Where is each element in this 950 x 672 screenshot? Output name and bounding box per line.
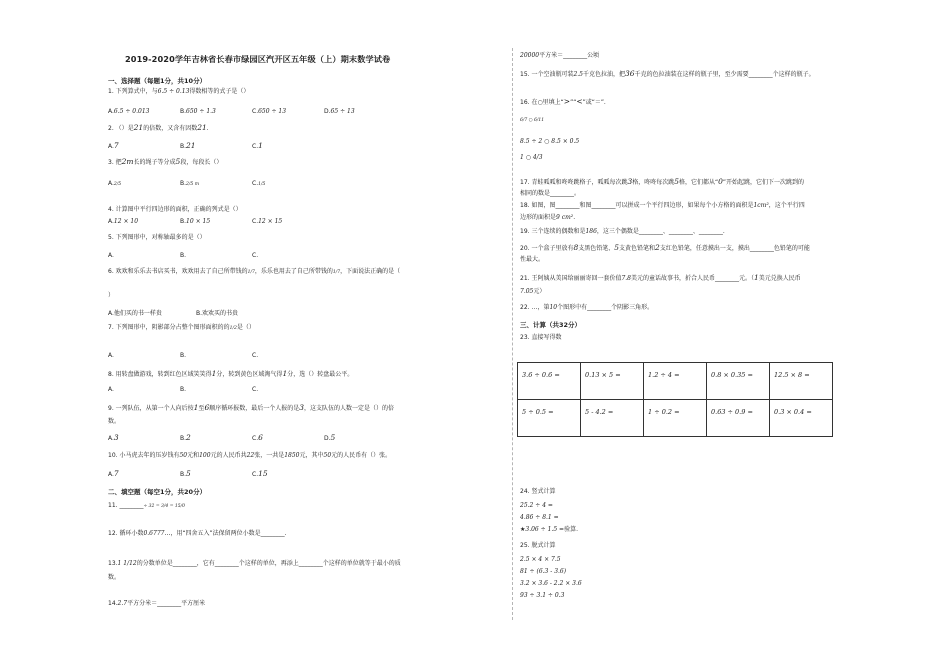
page-title: 2019-2020学年吉林省长春市绿园区汽开区五年级（上）期末数学试卷	[125, 54, 391, 64]
question-11: 11. ________÷ 32 = 3/4 = 15/0	[108, 502, 186, 509]
table-cell[interactable]: 5 - 4.2 =	[581, 400, 644, 437]
question-17-end: 相同的数是________。	[520, 190, 581, 197]
question-6: 6. 欢欢和乐乐去书店买书，欢欢用去了自己所带钱的1/7，乐乐也用去了自己所带钱的1/7，下面说法正确的是（	[108, 268, 401, 275]
question-16-a: 6/7 ○ 6/11	[520, 118, 545, 123]
section-heading-choice: 一、选择题（每题1分，共10分）	[108, 77, 207, 85]
question-1-option-b[interactable]: B.650 ÷ 1.3	[180, 108, 216, 115]
question-25: 25. 脱式计算	[520, 542, 556, 549]
question-6-option-a[interactable]: A.他们买的书一样贵	[108, 310, 162, 317]
question-10-option-b[interactable]: B.5	[180, 469, 191, 478]
question-20-end: 性最大。	[520, 256, 545, 263]
question-20: 20. 一个盒子里放有8支黑色铅笔、5支黄色铅笔和2支红色铅笔，任意摸出一支，摸出________色铅笔的可能	[520, 243, 810, 252]
question-4-option-c[interactable]: C.12 × 15	[252, 218, 283, 225]
question-2: 2. （）是21的倍数，又含有因数21.	[108, 123, 209, 132]
question-4: 4. 计算图中平行四边形的面积，正确的列式是（）	[108, 206, 242, 213]
question-9: 9. 一列队伍，从第一个人向后按1至6顺序循环报数，最后一个人报的是3，这支队伍的人数一定是（）的倍	[108, 403, 395, 412]
question-1: 1. 下列算式中，与6.5 ÷ 0.13得数相等的式子是（）	[108, 88, 250, 95]
question-2-option-b[interactable]: B.21	[180, 141, 196, 150]
table-cell[interactable]: 12.5 × 8 =	[770, 363, 833, 400]
question-9-option-d[interactable]: D.5	[324, 433, 336, 442]
question-6-end: ）	[108, 292, 115, 299]
question-8-option-b[interactable]: B.	[180, 386, 187, 393]
question-21-end: 7.05元）	[520, 288, 546, 295]
question-19: 19. 三个连续的偶数和是186，这三个偶数是________、________、________.	[520, 228, 725, 235]
question-8-option-c[interactable]: C.	[252, 386, 259, 393]
question-8-option-a[interactable]: A.	[108, 386, 114, 393]
section-heading-calc: 三、计算（共32分）	[520, 321, 582, 329]
question-2-option-c[interactable]: C.1	[252, 141, 263, 150]
question-8: 8. 用转盘做游戏，转到红色区域笑笑得1分，转到黄色区域淘气得1分，选（）转盘最公平。	[108, 369, 354, 378]
table-cell[interactable]: 3.6 ÷ 0.6 =	[518, 363, 581, 400]
question-10: 10. 小马虎去年的压岁钱有50元和100元的人民币共22张，一共是1850元，其中50元的人民币有（）张。	[108, 452, 392, 459]
question-9-option-c[interactable]: C.6	[252, 433, 263, 442]
question-25-b: 81 ÷ (6.3 - 3.6)	[520, 568, 567, 575]
question-21: 21. 王阿姨从美国给丽丽寄回一套价值7.8美元的童话故事书，折合人民币________元。（1美元兑换人民币	[520, 273, 801, 282]
question-3-option-a[interactable]: A.2/5	[108, 180, 122, 187]
column-divider	[512, 48, 513, 620]
question-16-c: 1 ○ 4/3	[520, 154, 543, 161]
table-cell[interactable]: 0.13 × 5 =	[581, 363, 644, 400]
question-15: 15. 一个空油瓶可装2.5千克色拉油，把36千克的色拉油装在这样的瓶子里，至少需要________个这样的瓶子。	[520, 69, 815, 78]
question-13-end: 数。	[108, 574, 121, 581]
question-24: 24. 竖式计算	[520, 488, 556, 495]
table-cell[interactable]: 0.8 × 0.35 =	[707, 363, 770, 400]
question-25-a: 2.5 × 4 × 7.5	[520, 556, 561, 563]
question-9-option-a[interactable]: A.3	[108, 433, 119, 442]
table-cell[interactable]: 1.2 ÷ 4 =	[644, 363, 707, 400]
question-25-c: 3.2 × 3.6 - 2.2 × 3.6	[520, 580, 582, 587]
question-24-a: 25.2 ÷ 4 =	[520, 502, 553, 509]
question-10-option-a[interactable]: A.7	[108, 469, 119, 478]
question-5-option-b[interactable]: B.	[180, 252, 187, 259]
section-heading-fill: 二、填空题（每空1分，共20分）	[108, 488, 207, 496]
question-24-c: ★3.06 ÷ 1.5 =验算.	[520, 526, 578, 533]
question-7-option-a[interactable]: A.	[108, 352, 114, 359]
table-row	[518, 363, 833, 400]
question-14: 14.2.7平方分米＝________平方厘米	[108, 600, 206, 607]
question-12: 12. 循环小数0.6777…，用“四舍五入”法保留两位小数是________.	[108, 530, 287, 537]
star-icon: ★	[520, 526, 526, 533]
question-7: 7. 下列图形中，阴影部分占整个图形面积的的1/2是（）	[108, 324, 255, 331]
question-6-option-b[interactable]: B.欢欢买的书贵	[196, 310, 239, 317]
question-5-option-c[interactable]: C.	[252, 252, 259, 259]
question-3: 3. 把2m长的绳子等分成5段，每段长（）	[108, 157, 223, 166]
question-3-option-c[interactable]: C.1/5	[252, 180, 266, 187]
question-14-continued: 20000平方米＝________公顷	[520, 52, 600, 59]
question-4-option-b[interactable]: B.10 × 15	[180, 218, 211, 225]
table-cell[interactable]: 0.3 × 0.4 =	[770, 400, 833, 437]
question-3-option-b[interactable]: B.2/5 m	[180, 180, 199, 187]
question-9-option-b[interactable]: B.2	[180, 433, 191, 442]
question-13: 13.1 1/12的分数单位是________，它有________个这样的单位，再添上________个这样的单位就等于最小的质	[108, 560, 401, 567]
question-2-option-a[interactable]: A.7	[108, 141, 119, 150]
question-4-option-a[interactable]: A.12 × 10	[108, 218, 139, 225]
question-16: 16. 在○里填上“>”“<”或“＝”.	[520, 97, 606, 106]
question-22: 22. …，第10个图形中有________个阴影三角形。	[520, 304, 654, 311]
question-10-option-c[interactable]: C.15	[252, 469, 268, 478]
question-1-option-c[interactable]: C.650 ÷ 13	[252, 108, 287, 115]
question-5: 5. 下列图形中，对称轴最多的是（）	[108, 234, 206, 241]
table-cell[interactable]: 1 ÷ 0.2 =	[644, 400, 707, 437]
table-row	[518, 400, 833, 437]
table-cell[interactable]: 0.63 ÷ 0.9 =	[707, 400, 770, 437]
question-9-end: 数。	[108, 418, 121, 425]
mental-math-table	[517, 362, 833, 437]
question-18-end: 边形的面积是9 cm².	[520, 214, 576, 221]
question-18: 18. 如图，图________和图________可以拼成一个平行四边形，如果每个小方格的面积是1cm²，这个平行四	[520, 202, 805, 209]
question-17: 17. 青蛙呱呱和咚咚跳格子，呱呱每次跳3格，咚咚每次跳5格，它们都从“0”开始起跳，它们下一次跳到的	[520, 177, 805, 186]
question-24-b: 4.86 ÷ 8.1 =	[520, 514, 559, 521]
question-1-option-d[interactable]: D.65 ÷ 13	[324, 108, 355, 115]
question-23: 23. 直接写得数	[520, 334, 562, 341]
question-25-d: 93 ÷ 3.1 ÷ 0.3	[520, 592, 565, 599]
question-7-option-c[interactable]: C.	[252, 352, 259, 359]
question-5-option-a[interactable]: A.	[108, 252, 114, 259]
question-1-option-a[interactable]: A.6.5 ÷ 0.013	[108, 108, 150, 115]
question-16-b: 8.5 ÷ 2 ○ 8.5 × 0.5	[520, 138, 580, 145]
question-7-option-b[interactable]: B.	[180, 352, 187, 359]
table-cell[interactable]: 5 ÷ 0.5 =	[518, 400, 581, 437]
